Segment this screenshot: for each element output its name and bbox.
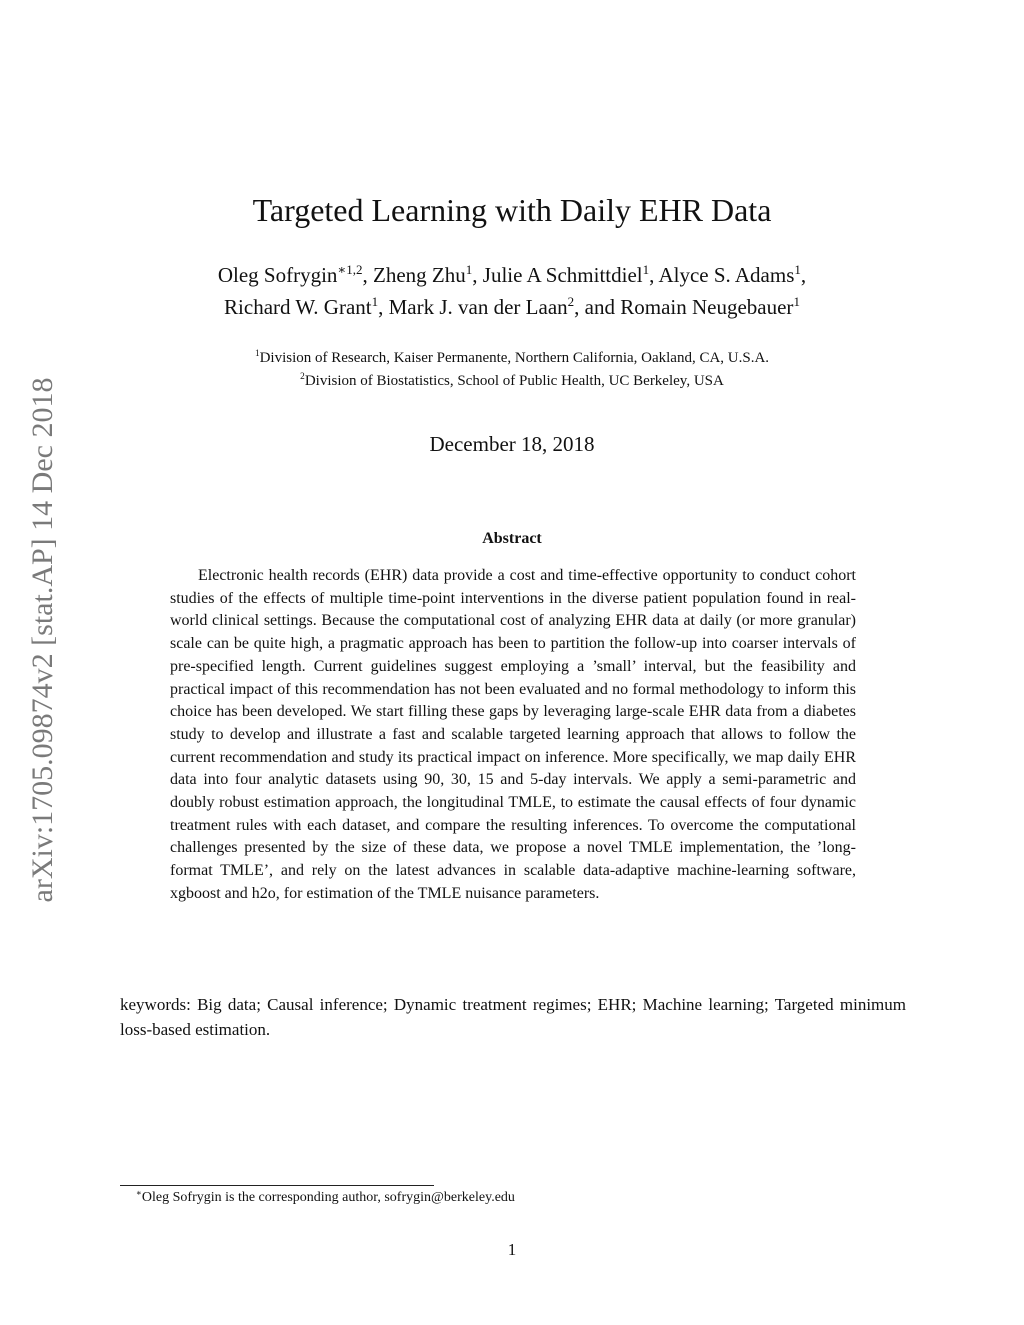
author-separator: , and: [574, 295, 621, 319]
author-affiliation-mark: 1: [465, 262, 473, 277]
affiliation-text: Division of Research, Kaiser Permanente, Northern California, Oakland, CA, U.S.A.: [259, 350, 770, 366]
author-separator: ,: [378, 295, 389, 319]
author: [218, 263, 363, 287]
author-name: Oleg Sofrygin: [217, 263, 338, 287]
author-affiliation-mark: 1: [371, 294, 379, 309]
author: [483, 263, 649, 287]
author-name: Richard W. Grant: [224, 295, 372, 319]
page-number: 1: [507, 1240, 517, 1259]
author-name: Mark J. van der Laan: [388, 295, 568, 319]
author: [658, 263, 800, 287]
footnote: [136, 1187, 515, 1206]
affiliations: [0, 347, 1024, 393]
author-name: Romain Neugebauer: [620, 295, 794, 319]
author: [620, 295, 800, 319]
arxiv-identifier: arXiv:1705.09874v2 [stat.AP] 14 Dec 2018: [26, 377, 59, 903]
affiliation-mark: 1: [254, 349, 260, 359]
author-separator: ,: [362, 263, 374, 287]
author-separator: ,: [800, 263, 807, 287]
abstract-text: Electronic health records (EHR) data provide a cost and time-effective opportunity to conduct cohort studies of the effects of multiple time-point interventions in the diverse patient population found in real-world clinical settings. Because the computational cost of analyzing EHR data at daily (or more granular) scale can be quite high, a pragmatic approach has been to partition the follow-up into coarser intervals of pre-specified length. Current guidelines suggest employing a ’small’ interval, but the feasibility and practical impact of this recommendation has not been evaluated and no formal methodology to inform this choice has been developed. We start filling these gaps by leveraging large-scale EHR data from a diabetes study to develop and illustrate a fast and scalable targeted learning approach that allows to follow the current recommendation and study its practical impact on inference. More specifically, we map daily EHR data into four analytic datasets using 90, 30, 15 and 5-day intervals. We apply a semi-parametric and doubly robust estimation approach, the longitudinal TMLE, to estimate the causal effects of four dynamic treatment rules with each dataset, and compare the resulting inferences. To overcome the computational challenges presented by the size of these data, we propose a novel TMLE implementation, the ’long-format TMLE’, and rely on the latest advances in scalable data-adaptive machine-learning software, xgboost and h2o, for estimation of the TMLE nuisance parameters.: [170, 567, 856, 902]
author-affiliation-mark: 1: [793, 294, 800, 309]
author-name: Julie A Schmittdiel: [482, 263, 643, 287]
affiliation: [0, 370, 1024, 393]
author-affiliation-mark: ∗1,2: [337, 262, 363, 277]
affiliation-mark: 2: [300, 372, 305, 382]
author-name: Zheng Zhu: [373, 263, 466, 287]
author: [389, 295, 575, 319]
footnote-mark: ∗: [136, 1187, 142, 1198]
affiliation: [0, 347, 1024, 370]
abstract-heading: Abstract: [482, 530, 542, 547]
author: [224, 295, 378, 319]
author-name: Alyce S. Adams: [658, 263, 795, 287]
footnote-divider: [120, 1185, 434, 1186]
author-affiliation-mark: 1: [642, 262, 650, 277]
author-separator: ,: [472, 263, 483, 287]
author-list: [0, 259, 1024, 323]
affiliation-text: Division of Biostatistics, School of Public Health, UC Berkeley, USA: [304, 373, 724, 389]
publication-date: December 18, 2018: [429, 432, 595, 456]
author-affiliation-mark: 2: [567, 294, 575, 309]
author: [373, 263, 472, 287]
footnote-text: Oleg Sofrygin is the corresponding author, sofrygin@berkeley.edu: [141, 1190, 515, 1205]
keywords: keywords: Big data; Causal inference; Dynamic treatment regimes; EHR; Machine learning; Targeted minimum loss-based estimation.: [120, 995, 906, 1039]
author-separator: ,: [649, 263, 659, 287]
author-affiliation-mark: 1: [794, 262, 801, 277]
paper-title: Targeted Learning with Daily EHR Data: [252, 192, 772, 228]
